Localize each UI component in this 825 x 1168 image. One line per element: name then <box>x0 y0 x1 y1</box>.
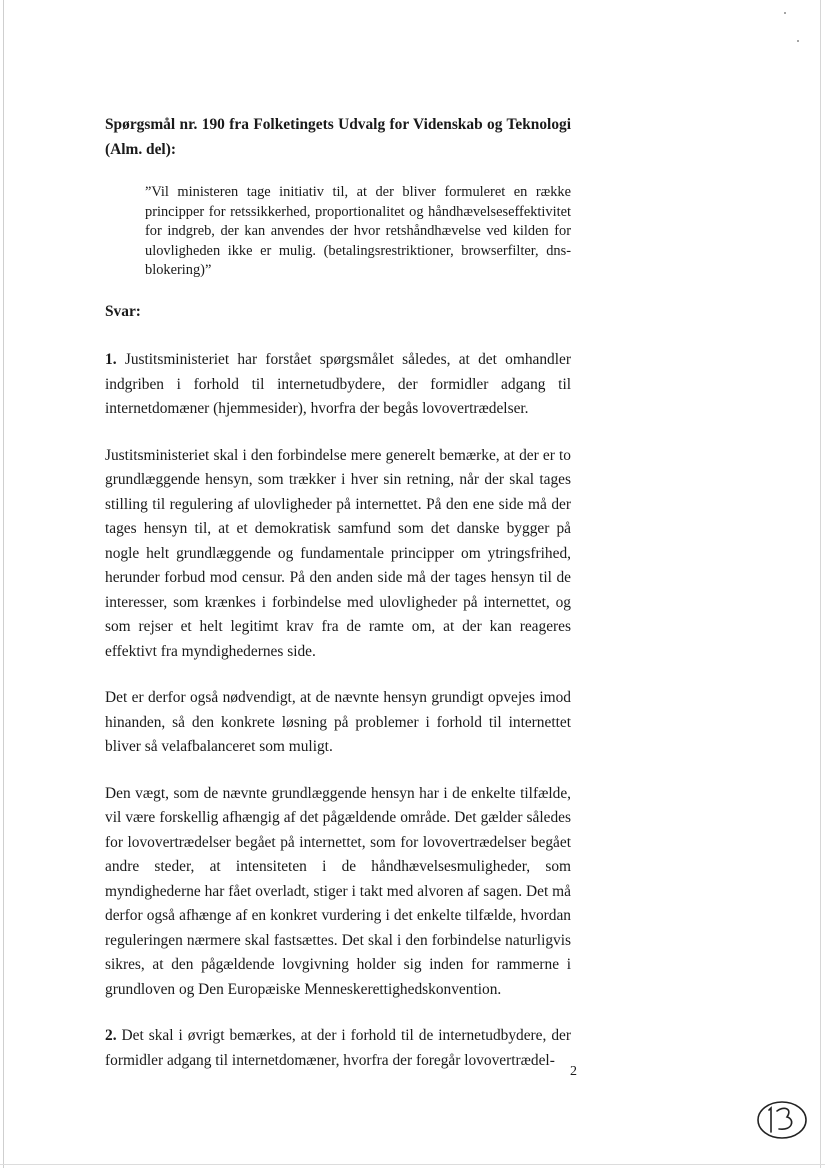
answer-paragraph-5 <box>105 1024 571 1073</box>
question-quote: ”Vil ministeren tage initiativ til, at der bliver formuleret en række principper for retssikkerhed, proportionalitet og håndhævelseseffektivitet for indgreb, der kan anvendes der hvor retshåndhævelse ved kilden for ulovligheden ikke er mulig. (betalingsrestriktioner, browserfilter, dns-blokering)” <box>145 184 571 279</box>
answer-paragraph-2 <box>105 444 571 665</box>
paragraph-text: Det er derfor også nødvendigt, at de nævnte hensyn grundigt opvejes imod hinanden, så den konkrete løsning på problemer i forhold til internettet bliver så velafbalanceret som muligt. <box>105 689 571 756</box>
scan-right-edge <box>820 0 821 1168</box>
answer-paragraph-1 <box>105 348 571 422</box>
paragraph-text: Den vægt, som de nævnte grundlæggende hensyn har i de enkelte tilfælde, vil være forskellig afhængig af det pågældende område. Det gælder således for lovovertrædelser begået på internettet, som for lovovertrædelser begået andre steder, at intensiteten i de håndhævelsesmuligheder, som myndighederne har fået overladt, stiger i takt med alvoren af sagen. Det må derfor også afhænge af en konkret vurdering i det enkelte tilfælde, hvordan reguleringen nærmere skal fastsættes. Det skal i den forbindelse naturligvis sikres, at den pågældende lovgivning holder sig inden for rammerne i grundloven og Den Europæiske Menneskerettighedskonvention. <box>105 784 571 998</box>
paragraph-text: Justitsministeriet har forstået spørgsmålet således, at det omhandler indgriben i forhold til internetudbydere, der formidler adgang til internetdomæner (hjemmesider), hvorfra der begås lovovertrædelser. <box>105 351 571 418</box>
answer-paragraph-4 <box>105 782 571 1003</box>
question-heading: Spørgsmål nr. 190 fra Folketingets Udvalg for Videnskab og Teknologi (Alm. del): <box>105 116 571 158</box>
document-body <box>105 113 571 1073</box>
paragraph-number: 1. <box>105 351 117 369</box>
answer-paragraph-3 <box>105 686 571 760</box>
page-number: 2 <box>570 1064 577 1079</box>
handwritten-page-mark <box>755 1098 809 1142</box>
answer-label: Svar: <box>105 302 141 320</box>
scan-left-edge <box>3 0 4 1168</box>
paragraph-text: Justitsministeriet skal i den forbindelse mere generelt bemærke, at der er to grundlæggende hensyn, som trækker i hver sin retning, når der skal tages stilling til regulering af ulovligheder på internettet. På den ene side må der tages hensyn til, at et demokratisk samfund som det danske bygger på nogle helt grundlæggende og fundamentale principper om ytringsfrihed, herunder forbud mod censur. På den anden side må der tages hensyn til de interesser, som krænkes i forbindelse med ulovligheder på internettet, og som rejser et helt legitimt krav fra de ramte om, at der kan reageres effektivt fra myndighedernes side. <box>105 446 571 660</box>
scan-speck <box>797 40 799 42</box>
scan-speck <box>784 12 786 14</box>
paragraph-number: 2. <box>105 1027 117 1045</box>
paragraph-text: Det skal i øvrigt bemærkes, at der i forhold til de internetudbydere, der formidler adgang til internetdomæner, hvorfra der foregår lovovertrædel- <box>105 1027 571 1069</box>
scan-bottom-edge <box>0 1164 825 1165</box>
